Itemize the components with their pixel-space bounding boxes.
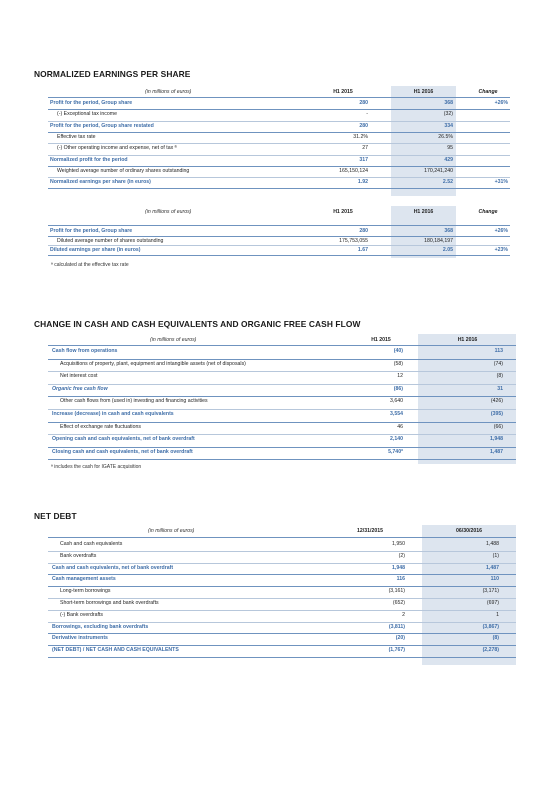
eps-row-label: Profit for the period, Group share restated bbox=[50, 122, 154, 129]
eps-cell-v1: 27 bbox=[362, 145, 368, 152]
eps-row-rule bbox=[48, 121, 510, 122]
eps-cell-v1: 280 bbox=[359, 122, 368, 129]
cash-cell-v2: (395) bbox=[490, 411, 503, 417]
cash-row-label: Opening cash and cash equivalents, net of bank overdraft bbox=[52, 436, 195, 443]
debt-cell-v2: 1,488 bbox=[486, 541, 499, 547]
debt-col-12-31-2015: 12/31/2015 bbox=[357, 528, 383, 534]
eps-col-h1-2015: H1 2015 bbox=[333, 89, 353, 95]
cash-cell-v1: (58) bbox=[393, 360, 403, 367]
eps-diluted-cell-v2: 2.05 bbox=[442, 247, 453, 253]
debt-row-label: Short-term borrowings and bank overdrafts bbox=[60, 600, 159, 606]
eps-cell-v2: 2.52 bbox=[442, 179, 453, 186]
eps-diluted-row-label: Profit for the period, Group share bbox=[50, 228, 133, 234]
debt-cell-v2: (1) bbox=[492, 552, 499, 559]
cash-row-label: Cash flow from operations bbox=[52, 348, 118, 354]
eps-diluted-col-change: Change bbox=[478, 209, 498, 215]
debt-row-label: (NET DEBT) / NET CASH AND CASH EQUIVALENTS bbox=[52, 647, 179, 654]
eps-diluted-row-rule bbox=[48, 236, 510, 237]
cash-row-label: Closing cash and cash equivalents, net of bank overdraft bbox=[52, 448, 193, 455]
cash-cell-v2: (426) bbox=[490, 398, 503, 405]
debt-row-rule bbox=[48, 657, 516, 658]
debt-table bbox=[48, 525, 516, 665]
eps-diluted-row-rule bbox=[48, 255, 510, 256]
eps-col-change: Change bbox=[478, 89, 498, 95]
cash-cell-v1: 2,140 bbox=[390, 436, 403, 443]
cash-cell-v1: 46 bbox=[397, 423, 403, 430]
eps-row-rule bbox=[48, 132, 510, 133]
cash-row-label: Effect of exchange rate fluctuations bbox=[60, 423, 141, 430]
eps-diluted-cell-v1: 1.67 bbox=[357, 247, 368, 253]
cash-row-rule bbox=[48, 409, 516, 410]
eps-cell-v1: 1.92 bbox=[357, 179, 368, 186]
eps-diluted-col-h1-2016: H1 2016 bbox=[413, 209, 434, 215]
eps-row-rule bbox=[48, 109, 510, 110]
debt-row-rule bbox=[48, 610, 516, 611]
eps-row-rule bbox=[48, 155, 510, 156]
debt-cell-v2: 110 bbox=[490, 576, 499, 583]
eps-diluted-header-rule bbox=[48, 225, 510, 226]
eps-col-h1-2016: H1 2016 bbox=[413, 89, 434, 95]
eps-row-label: Normalized earnings per share (in euros) bbox=[50, 179, 151, 186]
debt-cell-v1: (2) bbox=[398, 552, 405, 559]
debt-row-rule bbox=[48, 622, 516, 623]
debt-cell-v1: (1,767) bbox=[388, 647, 405, 654]
cash-row-rule bbox=[48, 459, 516, 460]
eps-row-label: Profit for the period, Group share bbox=[50, 100, 133, 106]
cash-cell-v2: 31 bbox=[497, 385, 503, 392]
eps-row-rule bbox=[48, 177, 510, 178]
cash-cell-v1: (86) bbox=[393, 385, 403, 392]
cash-row-rule bbox=[48, 422, 516, 423]
eps-cell-v2: 26.5% bbox=[438, 133, 453, 140]
cash-row-label: Other cash flows from (used in) investing and financing activities bbox=[60, 398, 208, 405]
eps-row-label: Effective tax rate bbox=[57, 133, 96, 140]
eps-header-rule bbox=[48, 97, 510, 98]
debt-header-rule bbox=[48, 537, 516, 538]
debt-cell-v2: (3,867) bbox=[482, 623, 499, 630]
cash-col-h1-2016: H1 2016 bbox=[457, 337, 478, 343]
eps-diluted-cell-v2: 180,184,197 bbox=[424, 237, 453, 244]
cash-row-label: Increase (decrease) in cash and cash equivalents bbox=[52, 411, 174, 417]
debt-row-rule bbox=[48, 563, 516, 564]
eps-cell-v1: 31.2% bbox=[353, 133, 368, 140]
eps-cell-v2: (32) bbox=[443, 111, 453, 118]
debt-row-label: Cash and cash equivalents bbox=[60, 541, 123, 547]
cash-unit-label: (in millions of euros) bbox=[150, 337, 197, 343]
debt-cell-v1: 2 bbox=[402, 611, 405, 618]
eps-cell-v2: 95 bbox=[447, 145, 453, 152]
debt-row-label: Bank overdrafts bbox=[60, 552, 97, 559]
eps-row-label: Normalized profit for the period bbox=[50, 156, 128, 163]
debt-row-rule bbox=[48, 598, 516, 599]
debt-row-label: Cash management assets bbox=[52, 576, 116, 583]
cash-cell-v1: 3,554 bbox=[390, 411, 403, 417]
cash-row-label: Acquisitions of property, plant, equipment and intangible assets (net of disposals) bbox=[60, 360, 246, 367]
cash-cell-v1: 5,740ª bbox=[388, 448, 403, 455]
cash-row-label: Net interest cost bbox=[60, 373, 98, 380]
cash-row-rule bbox=[48, 447, 516, 448]
eps-unit-label: (in millions of euros) bbox=[145, 89, 192, 95]
cash-cell-v2: (66) bbox=[493, 423, 503, 430]
debt-row-rule bbox=[48, 574, 516, 575]
eps-row-label: (-) Exceptional tax income bbox=[57, 111, 117, 118]
debt-row-label: (-) Bank overdrafts bbox=[60, 611, 103, 618]
debt-cell-v2: 1,487 bbox=[486, 564, 499, 571]
cash-row-rule bbox=[48, 359, 516, 360]
cash-cell-v2: 1,948 bbox=[490, 436, 503, 443]
debt-section-title: NET DEBT bbox=[34, 511, 77, 521]
eps-cell-v3: +31% bbox=[494, 179, 508, 186]
eps-cell-v2: 170,241,240 bbox=[424, 167, 453, 174]
eps-diluted-table bbox=[48, 206, 510, 258]
cash-cell-v1: (40) bbox=[393, 348, 403, 354]
cash-cell-v2: 1,487 bbox=[490, 448, 503, 455]
eps-row-label: Weighted average number of ordinary shares outstanding bbox=[57, 167, 190, 174]
debt-row-label: Derivative instruments bbox=[52, 635, 108, 642]
eps-cell-v1: 280 bbox=[359, 100, 368, 106]
debt-row-rule bbox=[48, 633, 516, 634]
debt-unit-label: (in millions of euros) bbox=[148, 528, 195, 534]
eps-cell-v1: 165,150,124 bbox=[339, 167, 368, 174]
cash-row-rule bbox=[48, 434, 516, 435]
debt-cell-v2: (2,278) bbox=[482, 647, 499, 654]
cash-cell-v1: 12 bbox=[397, 373, 403, 380]
eps-cell-v2: 368 bbox=[444, 100, 453, 106]
eps-row-rule bbox=[48, 166, 510, 167]
eps-cell-v1: - bbox=[366, 111, 368, 118]
eps-diluted-row-label: Diluted earnings per share (in euros) bbox=[50, 247, 141, 253]
debt-row-rule bbox=[48, 645, 516, 646]
cash-section-title: CHANGE IN CASH AND CASH EQUIVALENTS AND ORGANIC FREE CASH FLOW bbox=[34, 319, 361, 329]
debt-cell-v2: (3,171) bbox=[482, 588, 499, 595]
cash-header-rule bbox=[48, 345, 516, 346]
cash-row-label: Organic free cash flow bbox=[52, 385, 108, 392]
debt-cell-v1: (3,161) bbox=[388, 588, 405, 595]
eps-footnote: ª calculated at the effective tax rate bbox=[51, 262, 129, 268]
cash-table bbox=[48, 334, 516, 464]
eps-row-label: (-) Other operating income and expense, net of tax ª bbox=[57, 145, 177, 152]
eps-row-rule bbox=[48, 188, 510, 189]
debt-cell-v1: 1,948 bbox=[392, 564, 405, 571]
cash-col-h1-2015: H1 2015 bbox=[371, 337, 391, 343]
eps-diluted-cell-v1: 280 bbox=[359, 228, 368, 234]
eps-diluted-cell-v3: +23% bbox=[494, 247, 508, 253]
eps-diluted-cell-v2: 368 bbox=[444, 228, 453, 234]
eps-section-title: NORMALIZED EARNINGS PER SHARE bbox=[34, 69, 191, 79]
eps-diluted-unit-label: (in millions of euros) bbox=[145, 209, 192, 215]
debt-row-label: Borrowings, excluding bank overdrafts bbox=[52, 623, 149, 630]
eps-row-rule bbox=[48, 143, 510, 144]
debt-cell-v1: (3,811) bbox=[388, 623, 405, 630]
eps-diluted-row-label: Diluted average number of shares outstanding bbox=[57, 237, 164, 244]
cash-cell-v1: 3,640 bbox=[390, 398, 403, 405]
cash-row-rule bbox=[48, 396, 516, 397]
debt-row-rule bbox=[48, 551, 516, 552]
cash-cell-v2: (8) bbox=[496, 373, 503, 380]
cash-cell-v2: (74) bbox=[493, 360, 503, 367]
debt-row-label: Cash and cash equivalents, net of bank overdraft bbox=[52, 564, 174, 571]
debt-cell-v1: 1,950 bbox=[392, 541, 405, 547]
debt-cell-v1: (20) bbox=[395, 635, 405, 642]
eps-cell-v3: +26% bbox=[494, 100, 508, 106]
eps-diluted-row-rule bbox=[48, 245, 510, 246]
debt-cell-v1: 116 bbox=[396, 576, 405, 583]
eps-cell-v2: 429 bbox=[444, 156, 453, 163]
eps-diluted-cell-v1: 175,753,055 bbox=[339, 237, 368, 244]
debt-cell-v2: (697) bbox=[486, 600, 499, 606]
debt-cell-v2: 1 bbox=[496, 611, 499, 618]
debt-row-label: Long-term borrowings bbox=[60, 588, 111, 595]
cash-row-rule bbox=[48, 384, 516, 385]
cash-cell-v2: 113 bbox=[494, 348, 503, 354]
cash-row-rule bbox=[48, 371, 516, 372]
debt-cell-v2: (8) bbox=[492, 635, 499, 642]
cash-footnote: ª includes the cash for IGATE acquisition bbox=[51, 464, 142, 470]
eps-cell-v2: 334 bbox=[444, 122, 453, 129]
debt-col-06-30-2016: 06/30/2016 bbox=[456, 528, 482, 534]
debt-row-rule bbox=[48, 586, 516, 587]
debt-cell-v1: (652) bbox=[392, 600, 405, 606]
eps-diluted-col-h1-2015: H1 2015 bbox=[333, 209, 353, 215]
eps-cell-v1: 317 bbox=[359, 156, 368, 163]
eps-diluted-cell-v3: +26% bbox=[494, 228, 508, 234]
eps-table bbox=[48, 86, 510, 196]
